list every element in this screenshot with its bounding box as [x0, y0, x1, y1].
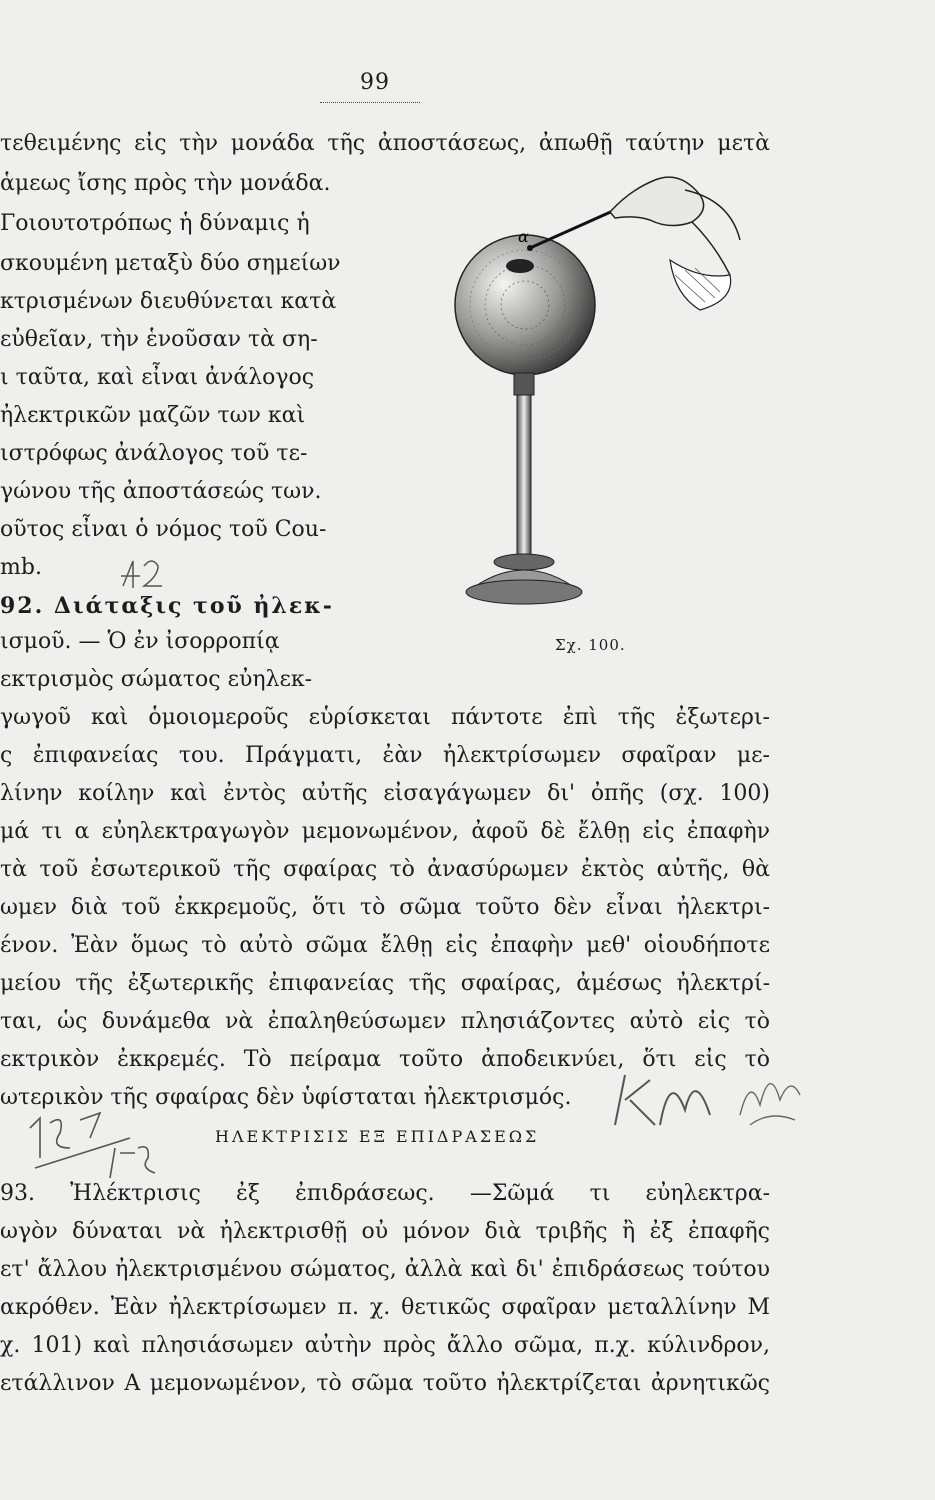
stand-base	[466, 580, 582, 604]
text-line: ἁμεως ἴσης πρὸς τὴν μονάδα.	[0, 171, 331, 196]
text-line: εκτρικὸν ἐκκρεμές. Τὸ πείραμα τοῦτο ἀποδεικνύει, ὅτι εἰς τὸ	[0, 1047, 770, 1072]
page-number-rule	[320, 102, 420, 103]
page-number: 99	[360, 70, 390, 95]
text-line: ς ἐπιφανείας του. Πράγματι, ἐὰν ἠλεκτρίσωμεν σφαῖραν με-	[0, 743, 770, 768]
sleeve-cuff	[670, 260, 731, 310]
handwritten-initials	[600, 1055, 810, 1149]
sphere	[455, 235, 595, 375]
text-line: ένον. Ἐὰν ὅμως τὸ αὐτὸ σῶμα ἔλθῃ εἰς ἐπαφὴν μεθ' οἱουδήποτε	[0, 933, 770, 958]
text-line: μείου τῆς ἐξωτερικῆς ἐπιφανείας τῆς σφαίρας, ἀμέσως ἠλεκτρί-	[0, 971, 770, 996]
proof-rod	[530, 210, 615, 248]
text-line: ισμοῦ. — Ὁ ἐν ἰσορροπίᾳ	[0, 629, 280, 654]
text-line: εὐθεῖαν, τὴν ἑνοῦσαν τὰ ση-	[0, 327, 318, 352]
section-heading: ΗΛΕΚΤΡΙΣΙΣ ΕΞ ΕΠΙΔΡΑΣΕΩΣ	[215, 1127, 540, 1146]
insulating-stand	[517, 395, 531, 555]
text-line: ετ' ἄλλου ἠλεκτρισμένου σώματος, ἀλλὰ καὶ δι' ἐπιδράσεως τούτου	[0, 1257, 770, 1282]
sphere-opening	[506, 259, 534, 273]
text-line: ωτερικὸν τῆς σφαίρας δὲν ὑφίσταται ἠλεκτρισμός.	[0, 1085, 572, 1110]
text-line: ωμεν διὰ τοῦ ἐκκρεμοῦς, ὅτι τὸ σῶμα τοῦτο δὲν εἶναι ἠλεκτρι-	[0, 895, 770, 920]
text-line: λίνην κοίλην καὶ ἐντὸς αὐτῆς εἰσαγάγωμεν δι' ὀπῆς (σχ. 100)	[0, 781, 770, 806]
figure-100-illustration	[430, 170, 750, 640]
text-line: ἠλεκτρικῶν μαζῶν των καὶ	[0, 403, 306, 428]
text-line: ι ταῦτα, καὶ εἶναι ἀνάλογος	[0, 365, 315, 390]
text-line: γωγοῦ καὶ ὁμοιομεροῦς εὑρίσκεται πάντοτε ἐπὶ τῆς ἐξωτερι-	[0, 705, 770, 730]
text-line: Γοιουτοτρόπως ἡ δύναμις ἡ	[0, 211, 310, 236]
figure-caption: Σχ. 100.	[555, 636, 626, 654]
text-line: σκουμένη μεταξὺ δύο σημείων	[0, 251, 341, 276]
section-heading-93-line: 93. Ἠλέκτρισις ἐξ ἐπιδράσεως. —Σῶμά τι εὐηλεκτρα-	[0, 1181, 770, 1206]
handwritten-note-fraction	[20, 1108, 170, 1192]
text-line: mb.	[0, 555, 42, 580]
label-a: α	[518, 227, 529, 246]
text-line: γώνου τῆς ἀποστάσεώς των.	[0, 479, 322, 504]
text-line: ται, ὡς δυνάμεθα νὰ ἐπαληθεύσωμεν πλησιάζοντες αὐτὸ εἰς τὸ	[0, 1009, 770, 1034]
text-line: τὰ τοῦ ἐσωτερικοῦ τῆς σφαίρας τὸ ἀνασύρωμεν ἐκτὸς αὐτῆς, θὰ	[0, 857, 770, 882]
text-line: οῦτος εἶναι ὁ νόμος τοῦ Cou-	[0, 517, 327, 542]
text-line: ετάλλινον Α μεμονωμένον, τὸ σῶμα τοῦτο ἠλεκτρίζεται ἀρνητικῶς	[0, 1371, 770, 1396]
hand	[610, 177, 704, 225]
text-line: ιστρόφως ἀνάλογος τοῦ τε-	[0, 441, 308, 466]
text-line: ωγὸν δύναται νὰ ἠλεκτρισθῇ οὐ μόνον διὰ τριβῆς ἢ ἐξ ἐπαφῆς	[0, 1219, 770, 1244]
text-line: χ. 101) καὶ πλησιάσωμεν αὐτὴν πρὸς ἄλλο σῶμα, π.χ. κύλινδρον,	[0, 1333, 770, 1358]
handwritten-note-42	[118, 556, 168, 600]
section-heading-92: 92. Διάταξις τοῦ ἠλεκ-	[0, 593, 334, 619]
text-line: κτρισμένων διευθύνεται κατὰ	[0, 289, 337, 314]
text-line: τεθειμένης εἰς τὴν μονάδα τῆς ἀποστάσεως, ἀπωθῇ ταύτην μετὰ	[0, 131, 770, 156]
text-line: ακρόθεν. Ἐὰν ἠλεκτρίσωμεν π. χ. θετικῶς σφαῖραν μεταλλίνην Μ	[0, 1295, 770, 1320]
text-line: εκτρισμὸς σώματος εὐηλεκ-	[0, 667, 313, 692]
text-line: μά τι α εὐηλεκτραγωγὸν μεμονωμένον, ἀφοῦ δὲ ἔλθῃ εἰς ἐπαφὴν	[0, 819, 770, 844]
